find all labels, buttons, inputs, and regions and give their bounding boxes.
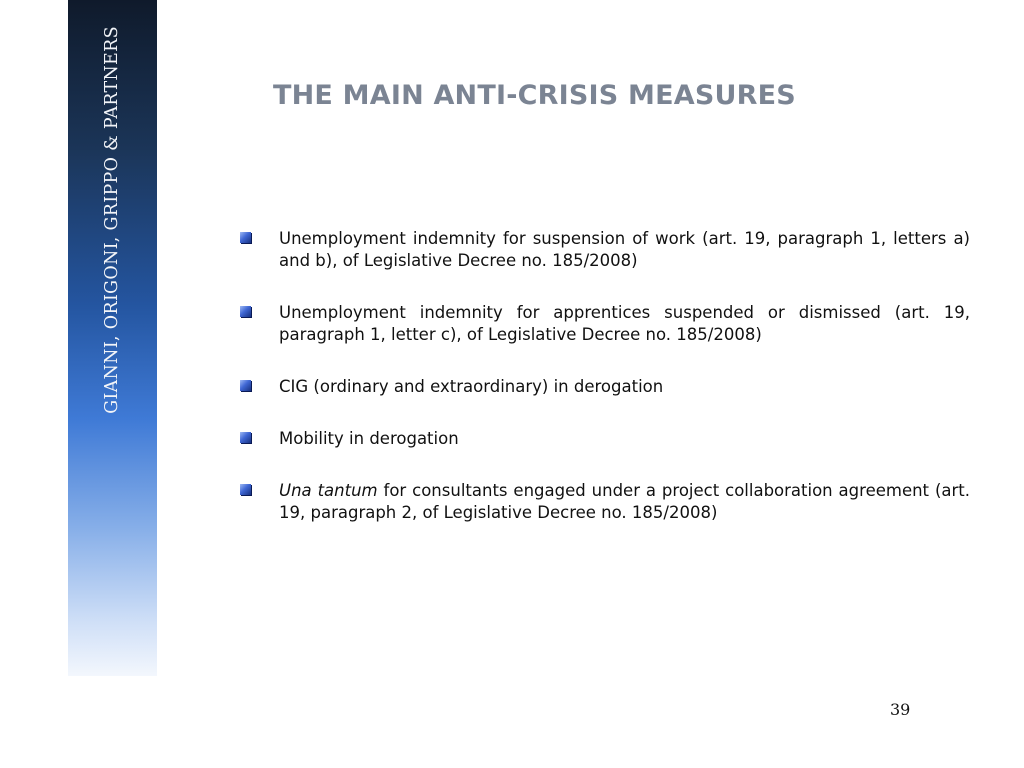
square-bullet-icon (240, 380, 251, 391)
square-bullet-icon (240, 432, 251, 443)
bullet-text: CIG (ordinary and extraordinary) in derogation (279, 377, 664, 396)
bullet-list (239, 228, 970, 554)
square-bullet-icon (240, 306, 251, 317)
bullet-item (239, 376, 970, 398)
bullet-text: Una tantum for consultants engaged under a project collaboration agreement (art. 19, paragraph 2, of Legislative Decree no. 185/2008) (279, 481, 970, 522)
bullet-text: Mobility in derogation (279, 429, 459, 448)
bullet-item (239, 480, 970, 524)
square-bullet-icon (240, 232, 251, 243)
brand-text: GIANNI, ORIGONI, GRIPPO & PARTNERS (102, 26, 122, 414)
bullet-item (239, 302, 970, 346)
bullet-text: Unemployment indemnity for apprentices suspended or dismissed (art. 19, paragraph 1, letter c), of Legislative Decree no. 185/2008) (279, 303, 970, 344)
square-bullet-icon (240, 484, 251, 495)
bullet-item (239, 228, 970, 272)
page-number: 39 (890, 700, 911, 719)
bullet-item (239, 428, 970, 450)
slide-title: THE MAIN ANTI-CRISIS MEASURES (273, 80, 796, 111)
bullet-text: Unemployment indemnity for suspension of work (art. 19, paragraph 1, letters a) and b), of Legislative Decree no. 185/2008) (279, 229, 970, 270)
